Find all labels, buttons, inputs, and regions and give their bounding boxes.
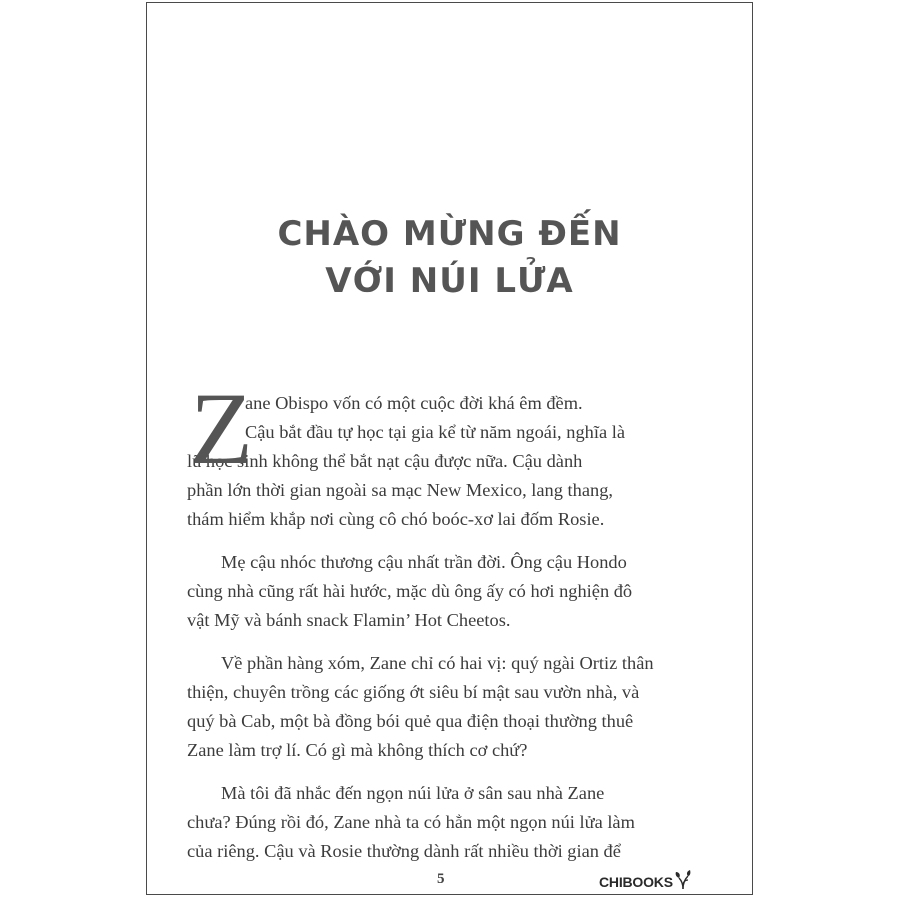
text-line: thiện, chuyên trồng các giống ớt siêu bí mật sau vườn nhà, và	[187, 682, 640, 702]
text-line: chưa? Đúng rồi đó, Zane nhà ta có hẳn một ngọn núi lửa làm	[187, 812, 635, 832]
text-line: lũ học sinh không thể bắt nạt cậu được nữa. Cậu dành	[187, 451, 583, 471]
leaf-sprout-icon	[674, 870, 692, 890]
chapter-title-line-1: CHÀO MỪNG ĐẾN	[277, 214, 622, 254]
text-line: Zane làm trợ lí. Có gì mà không thích cơ chứ?	[187, 740, 528, 760]
paragraph-1	[187, 372, 715, 534]
publisher-name: CHIBOOKS	[599, 874, 673, 890]
text-line: phần lớn thời gian ngoài sa mạc New Mexico, lang thang,	[187, 480, 613, 500]
page-number: 5	[437, 871, 445, 887]
paragraph-2	[187, 548, 715, 635]
text-line: Về phần hàng xóm, Zane chỉ có hai vị: quý ngài Ortiz thân	[221, 653, 654, 673]
text-line: Mà tôi đã nhắc đến ngọn núi lửa ở sân sau nhà Zane	[221, 783, 605, 803]
text-line: Mẹ cậu nhóc thương cậu nhất trần đời. Ông cậu Hondo	[221, 552, 627, 572]
paragraph-4	[187, 779, 715, 866]
text-line: ane Obispo vốn có một cuộc đời khá êm đềm.	[245, 393, 583, 413]
text-line: quý bà Cab, một bà đồng bói quẻ qua điện thoại thường thuê	[187, 711, 634, 731]
text-line: cùng nhà cũng rất hài hước, mặc dù ông ấy có hơi nghiện đô	[187, 581, 633, 601]
text-line: vật Mỹ và bánh snack Flamin’ Hot Cheetos.	[187, 610, 511, 630]
chapter-title-line-2: VỚI NÚI LỬA	[325, 261, 574, 301]
text-line: thám hiểm khắp nơi cùng cô chó boóc-xơ lai đốm Rosie.	[187, 509, 605, 529]
text-line: Cậu bắt đầu tự học tại gia kể từ năm ngoái, nghĩa là	[245, 422, 625, 442]
drop-cap: Z	[190, 372, 253, 486]
text-line: của riêng. Cậu và Rosie thường dành rất nhiều thời gian để	[187, 841, 621, 861]
body-text	[187, 372, 715, 880]
book-page	[146, 2, 753, 895]
chapter-title	[147, 211, 752, 305]
paragraph-3	[187, 649, 715, 765]
publisher-logo	[599, 870, 692, 890]
